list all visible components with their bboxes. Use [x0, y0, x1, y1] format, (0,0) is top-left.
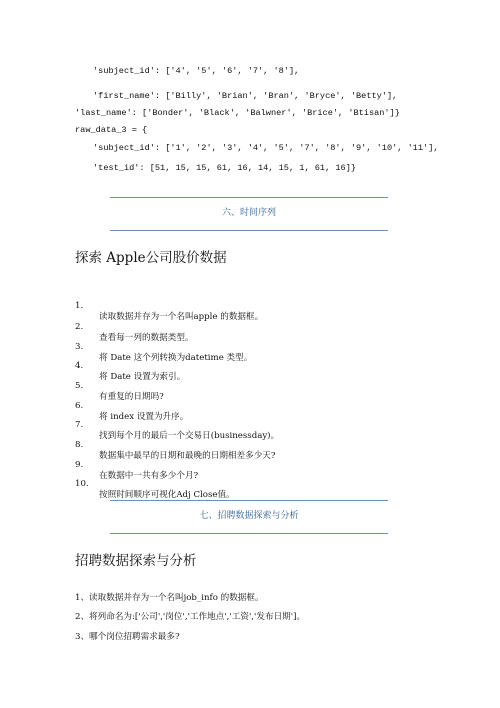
list-number: 5. — [75, 381, 84, 391]
list-number: 3. — [75, 342, 84, 352]
section-divider — [110, 197, 388, 198]
list-item: 1、读取数据并存为一个名叫job_info 的数据框。 — [75, 593, 264, 603]
list-text: 在数据中一共有多少个月? — [99, 471, 199, 481]
list-item — [0, 468, 500, 512]
section-title: 六、时间序列 — [221, 208, 276, 218]
section-title: 七、招聘数据探索与分析 — [199, 511, 299, 521]
list-number: 7. — [75, 420, 84, 430]
list-item: 3、哪个岗位招聘需求最多? — [75, 632, 180, 642]
list-text: 将 index 设置为升序。 — [99, 412, 189, 422]
section-divider — [110, 533, 388, 534]
list-text: 有重复的日期吗? — [99, 392, 164, 402]
list-text: 查看每一列的数据类型。 — [99, 333, 194, 343]
code-line: 'test_id': [51, 15, 15, 61, 16, 14, 15, 1, 61, 16]} — [93, 163, 357, 173]
section-heading: 探索 Apple公司股价数据 — [75, 250, 227, 266]
code-line: 'subject_id': ['1', '2', '3', '4', '5', '7', '8', '9', '10', '11'], — [93, 143, 439, 153]
list-text: 将 Date 设置为索引。 — [99, 372, 186, 382]
code-line: 'last_name': ['Bonder', 'Black', 'Balwner', 'Brice', 'Btisan']} — [75, 108, 400, 118]
list-text: 找到每个月的最后一个交易日(businessday)。 — [99, 431, 280, 441]
list-text: 将 Date 这个列转换为datetime 类型。 — [99, 353, 253, 363]
list-number: 8. — [75, 440, 84, 450]
list-number: 6. — [75, 401, 84, 411]
list-text: 数据集中最早的日期和最晚的日期相差多少天? — [99, 451, 276, 461]
list-number: 1. — [75, 301, 84, 311]
list-item: 2、将列命名为:['公司','岗位','工作地点','工资','发布日期']。 — [75, 612, 306, 622]
section-divider — [110, 230, 388, 231]
code-line: 'subject_id': ['4', '5', '6', '7', '8'], — [93, 66, 300, 76]
list-number: 2. — [75, 322, 84, 332]
code-line: 'first_name': ['Billy', 'Brian', 'Bran', 'Bryce', 'Betty'], — [93, 91, 398, 101]
list-text: 按照时间顺序可视化Adj Close值。 — [99, 490, 235, 500]
list-text: 读取数据并存为一个名叫apple 的数据框。 — [99, 312, 264, 322]
list-number: 9. — [75, 460, 84, 470]
section-heading: 招聘数据探索与分析 — [75, 553, 197, 569]
section-divider — [110, 500, 388, 501]
list-number: 10. — [75, 479, 89, 489]
code-line: raw_data_3 = { — [75, 125, 148, 135]
list-number: 4. — [75, 361, 84, 371]
